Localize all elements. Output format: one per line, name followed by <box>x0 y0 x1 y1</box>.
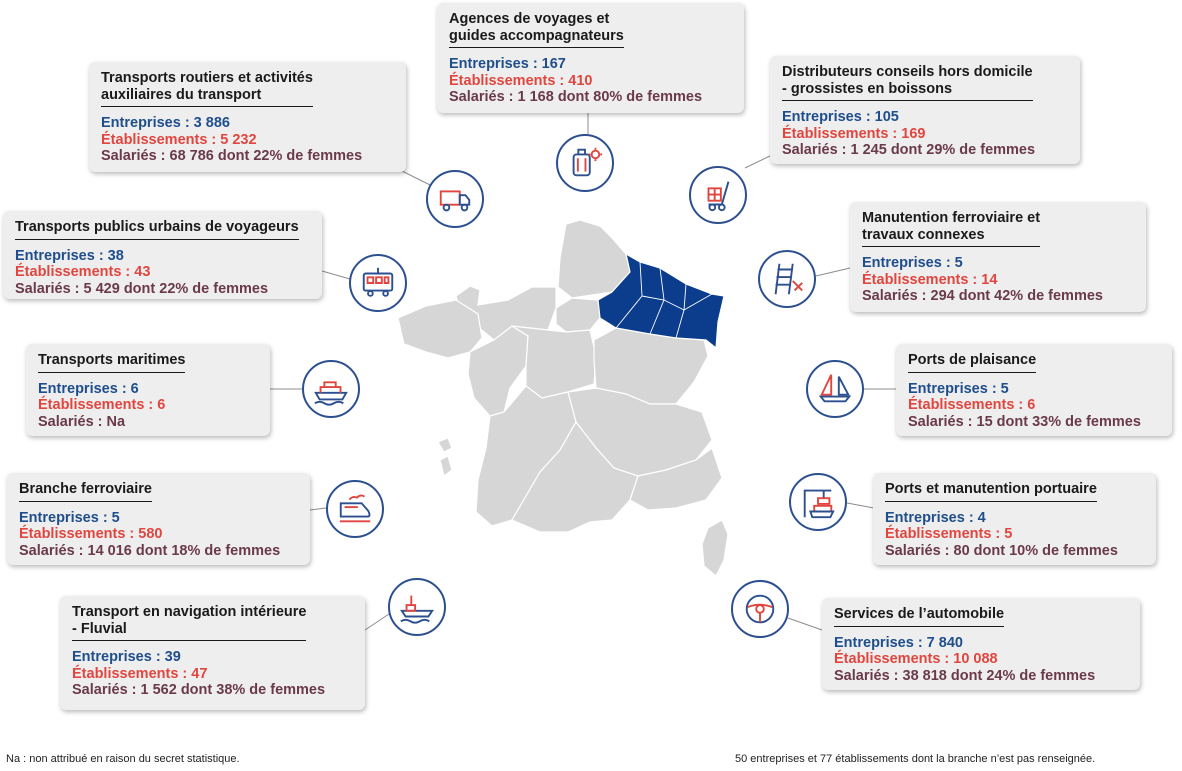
entreprises-count: Entreprises : 5 <box>908 380 1009 397</box>
salaries-count: Salariés : 294 dont 42% de femmes <box>862 288 1103 304</box>
port-crane-icon <box>789 473 847 531</box>
entreprises-count: Entreprises : 6 <box>38 380 139 397</box>
salaries-count: Salariés : 5 429 dont 22% de femmes <box>15 280 269 297</box>
map-region-corse <box>702 520 728 576</box>
etablissements-count: Établissements : 47 <box>72 665 208 682</box>
salaries-count: Salariés : 80 dont 10% de femmes <box>885 542 1118 559</box>
map-region-ile-de-france <box>556 298 600 332</box>
entreprises-count: Entreprises : 5 <box>19 509 120 526</box>
card-transports-routiers <box>89 62 406 172</box>
entreprises-count: Entreprises : 39 <box>72 649 181 665</box>
salaries-count: Salariés : 1 168 dont 80% de femmes <box>449 89 703 105</box>
etablissements-count: Établissements : 410 <box>449 72 593 89</box>
suitcase-icon <box>556 134 614 192</box>
card-navigation-interieure <box>60 596 365 710</box>
salaries-count: Salariés : 14 016 dont 18% de femmes <box>19 542 281 559</box>
entreprises-count: Entreprises : 7 840 <box>834 634 963 651</box>
etablissements-count: Établissements : 580 <box>19 526 163 542</box>
card-branche-ferroviaire <box>7 473 310 565</box>
branch-title: Services de l’automobile <box>834 606 1004 627</box>
branch-title: Distributeurs conseils hors domicile - grossistes en boissons <box>782 64 1033 101</box>
etablissements-count: Établissements : 5 <box>885 526 1013 542</box>
card-distributeurs-boissons <box>770 56 1080 164</box>
card-ports-manutention <box>873 473 1156 565</box>
entreprises-count: Entreprises : 105 <box>782 109 899 125</box>
etablissements-count: Établissements : 6 <box>38 397 166 413</box>
branch-title: Transports routiers et activités auxiliaires du transport <box>101 70 313 107</box>
branch-title: Transports maritimes <box>38 352 185 373</box>
salaries-count: Salariés : 1 562 dont 38% de femmes <box>72 682 326 698</box>
branch-title: Branche ferroviaire <box>19 481 152 502</box>
etablissements-count: Établissements : 6 <box>908 397 1036 413</box>
salaries-count: Salariés : 1 245 dont 29% de femmes <box>782 142 1036 158</box>
branch-title: Transports publics urbains de voyageurs <box>15 219 299 240</box>
entreprises-count: Entreprises : 38 <box>15 247 124 264</box>
salaries-count: Salariés : Na <box>38 413 126 430</box>
branch-title: Agences de voyages et guides accompagnateurs <box>449 11 624 48</box>
entreprises-count: Entreprises : 4 <box>885 509 986 526</box>
branch-title: Manutention ferroviaire et travaux connexes <box>862 210 1040 247</box>
entreprises-count: Entreprises : 167 <box>449 56 566 72</box>
card-ports-plaisance <box>896 344 1172 436</box>
truck-icon <box>426 170 484 228</box>
steering-wheel-icon <box>731 580 789 638</box>
card-transports-publics-urbains <box>3 211 322 299</box>
sailboat-icon <box>806 360 864 418</box>
etablissements-count: Établissements : 5 232 <box>101 131 257 148</box>
etablissements-count: Établissements : 43 <box>15 264 151 280</box>
tram-icon <box>349 254 407 312</box>
etablissements-count: Établissements : 14 <box>862 271 998 288</box>
map-island-oleron <box>440 456 452 476</box>
branch-title: Ports de plaisance <box>908 352 1036 373</box>
card-manutention-ferroviaire <box>850 202 1146 312</box>
footnote-unspecified: 50 entreprises et 77 établissements dont la branche n’est pas renseignée. <box>735 753 1096 765</box>
cruise-ship-icon <box>302 360 360 418</box>
etablissements-count: Établissements : 169 <box>782 125 926 142</box>
footnote-na: Na : non attribué en raison du secret statistique. <box>6 753 240 765</box>
etablissements-count: Établissements : 10 088 <box>834 651 998 667</box>
hand-truck-icon <box>689 166 747 224</box>
river-boat-icon <box>388 578 446 636</box>
rail-tools-icon <box>758 250 816 308</box>
card-agences-voyages <box>437 3 744 113</box>
map-region-bretagne <box>398 300 482 358</box>
entreprises-count: Entreprises : 5 <box>862 255 963 271</box>
branch-title: Ports et manutention portuaire <box>885 481 1097 502</box>
train-icon <box>326 480 384 538</box>
map-island-re <box>438 438 452 452</box>
salaries-count: Salariés : 38 818 dont 24% de femmes <box>834 667 1096 684</box>
card-services-automobile <box>822 598 1140 690</box>
salaries-count: Salariés : 68 786 dont 22% de femmes <box>101 148 363 164</box>
entreprises-count: Entreprises : 3 886 <box>101 115 230 131</box>
salaries-count: Salariés : 15 dont 33% de femmes <box>908 413 1141 430</box>
branch-title: Transport en navigation intérieure - Fluvial <box>72 604 306 641</box>
card-transports-maritimes <box>26 344 270 436</box>
